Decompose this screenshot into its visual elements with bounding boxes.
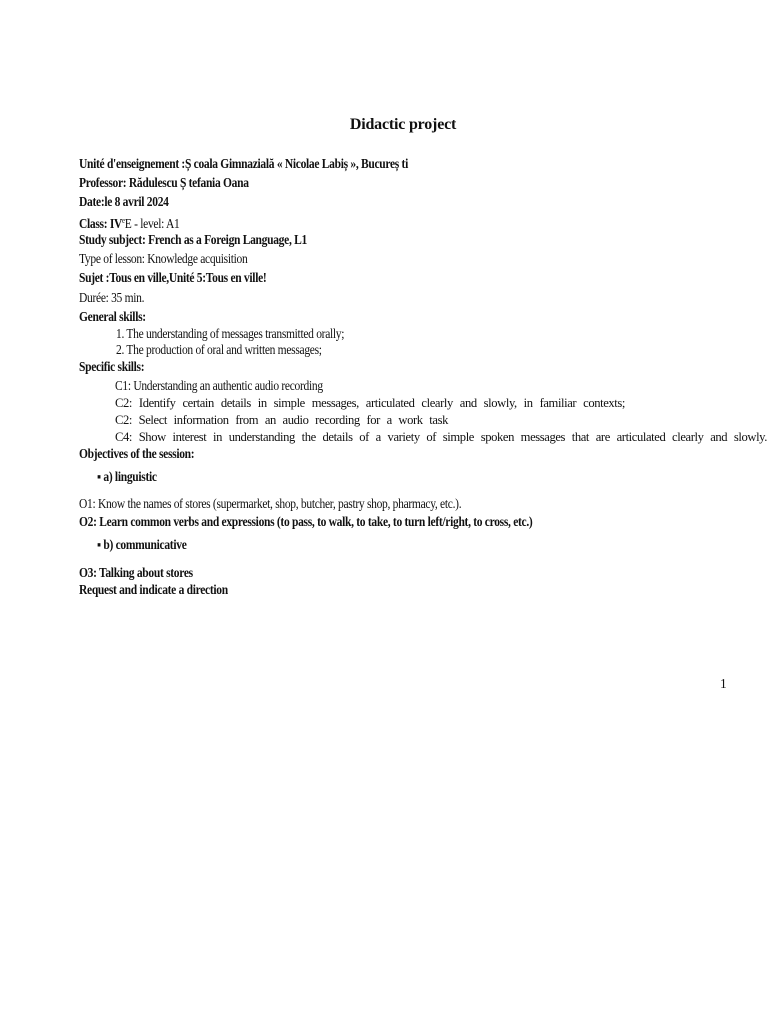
page-title: Didactic project bbox=[349, 116, 457, 133]
objective-category-linguistic: ▪ a) linguistic bbox=[97, 469, 157, 484]
professor-value: Rădulescu Ș tefania Oana bbox=[128, 175, 249, 190]
study-subject-value: French as a Foreign Language, L1 bbox=[148, 232, 307, 247]
specific-skill-item: C4: Show interest in understanding the details of a variety of simple spoken messages that are articulated clearly and slowly. bbox=[115, 430, 767, 444]
class-grade: IV bbox=[109, 216, 123, 231]
specific-skill-item: C1: Understanding an authentic audio recording bbox=[115, 378, 323, 393]
specific-skill-item: C2: Identify certain details in simple messages, articulated clearly and slowly, in familiar contexts; bbox=[115, 396, 625, 410]
unit-label: Unité d'enseignement : bbox=[79, 156, 185, 171]
specific-skill-item: C2: Select information from an audio recording for a work task bbox=[115, 413, 448, 427]
study-subject-line bbox=[79, 232, 307, 248]
unit-value: Ș coala Gimnazială « Nicolae Labiș », Bucureș ti bbox=[184, 156, 408, 171]
objective-category-communicative: ▪ b) communicative bbox=[97, 537, 187, 552]
general-skills-heading: General skills: bbox=[79, 309, 146, 324]
unit-line bbox=[79, 156, 408, 172]
date-value: le 8 avril 2024 bbox=[104, 194, 169, 209]
specific-skills-heading: Specific skills: bbox=[79, 359, 145, 374]
general-skill-item: 1. The understanding of messages transmitted orally; bbox=[116, 326, 345, 341]
general-skill-item: 2. The production of oral and written messages; bbox=[116, 342, 322, 357]
lesson-type-line: Type of lesson: Knowledge acquisition bbox=[79, 251, 248, 266]
sujet-line: Sujet :Tous en ville,Unité 5:Tous en ville! bbox=[79, 270, 267, 285]
objective-o1: O1: Know the names of stores (supermarket, shop, butcher, pastry shop, pharmacy, etc.). bbox=[79, 496, 462, 511]
date-label: Date: bbox=[79, 194, 105, 209]
class-line bbox=[79, 213, 179, 232]
class-grade-sup: e bbox=[122, 216, 125, 225]
objective-o2: O2: Learn common verbs and expressions (to pass, to walk, to take, to turn left/right, to cross, etc.) bbox=[79, 514, 533, 529]
class-rest: E - level: A1 bbox=[124, 216, 180, 231]
duree-line: Durée: 35 min. bbox=[79, 290, 145, 305]
objective-o3b: Request and indicate a direction bbox=[79, 582, 228, 597]
professor-label: Professor: bbox=[79, 175, 127, 190]
objectives-heading: Objectives of the session: bbox=[79, 446, 195, 461]
professor-line bbox=[79, 175, 249, 191]
objective-o3: O3: Talking about stores bbox=[79, 565, 193, 580]
page-number: 1 bbox=[720, 676, 727, 691]
class-label: Class: bbox=[79, 216, 108, 231]
study-subject-label: Study subject: bbox=[79, 232, 146, 247]
date-line bbox=[79, 194, 169, 210]
